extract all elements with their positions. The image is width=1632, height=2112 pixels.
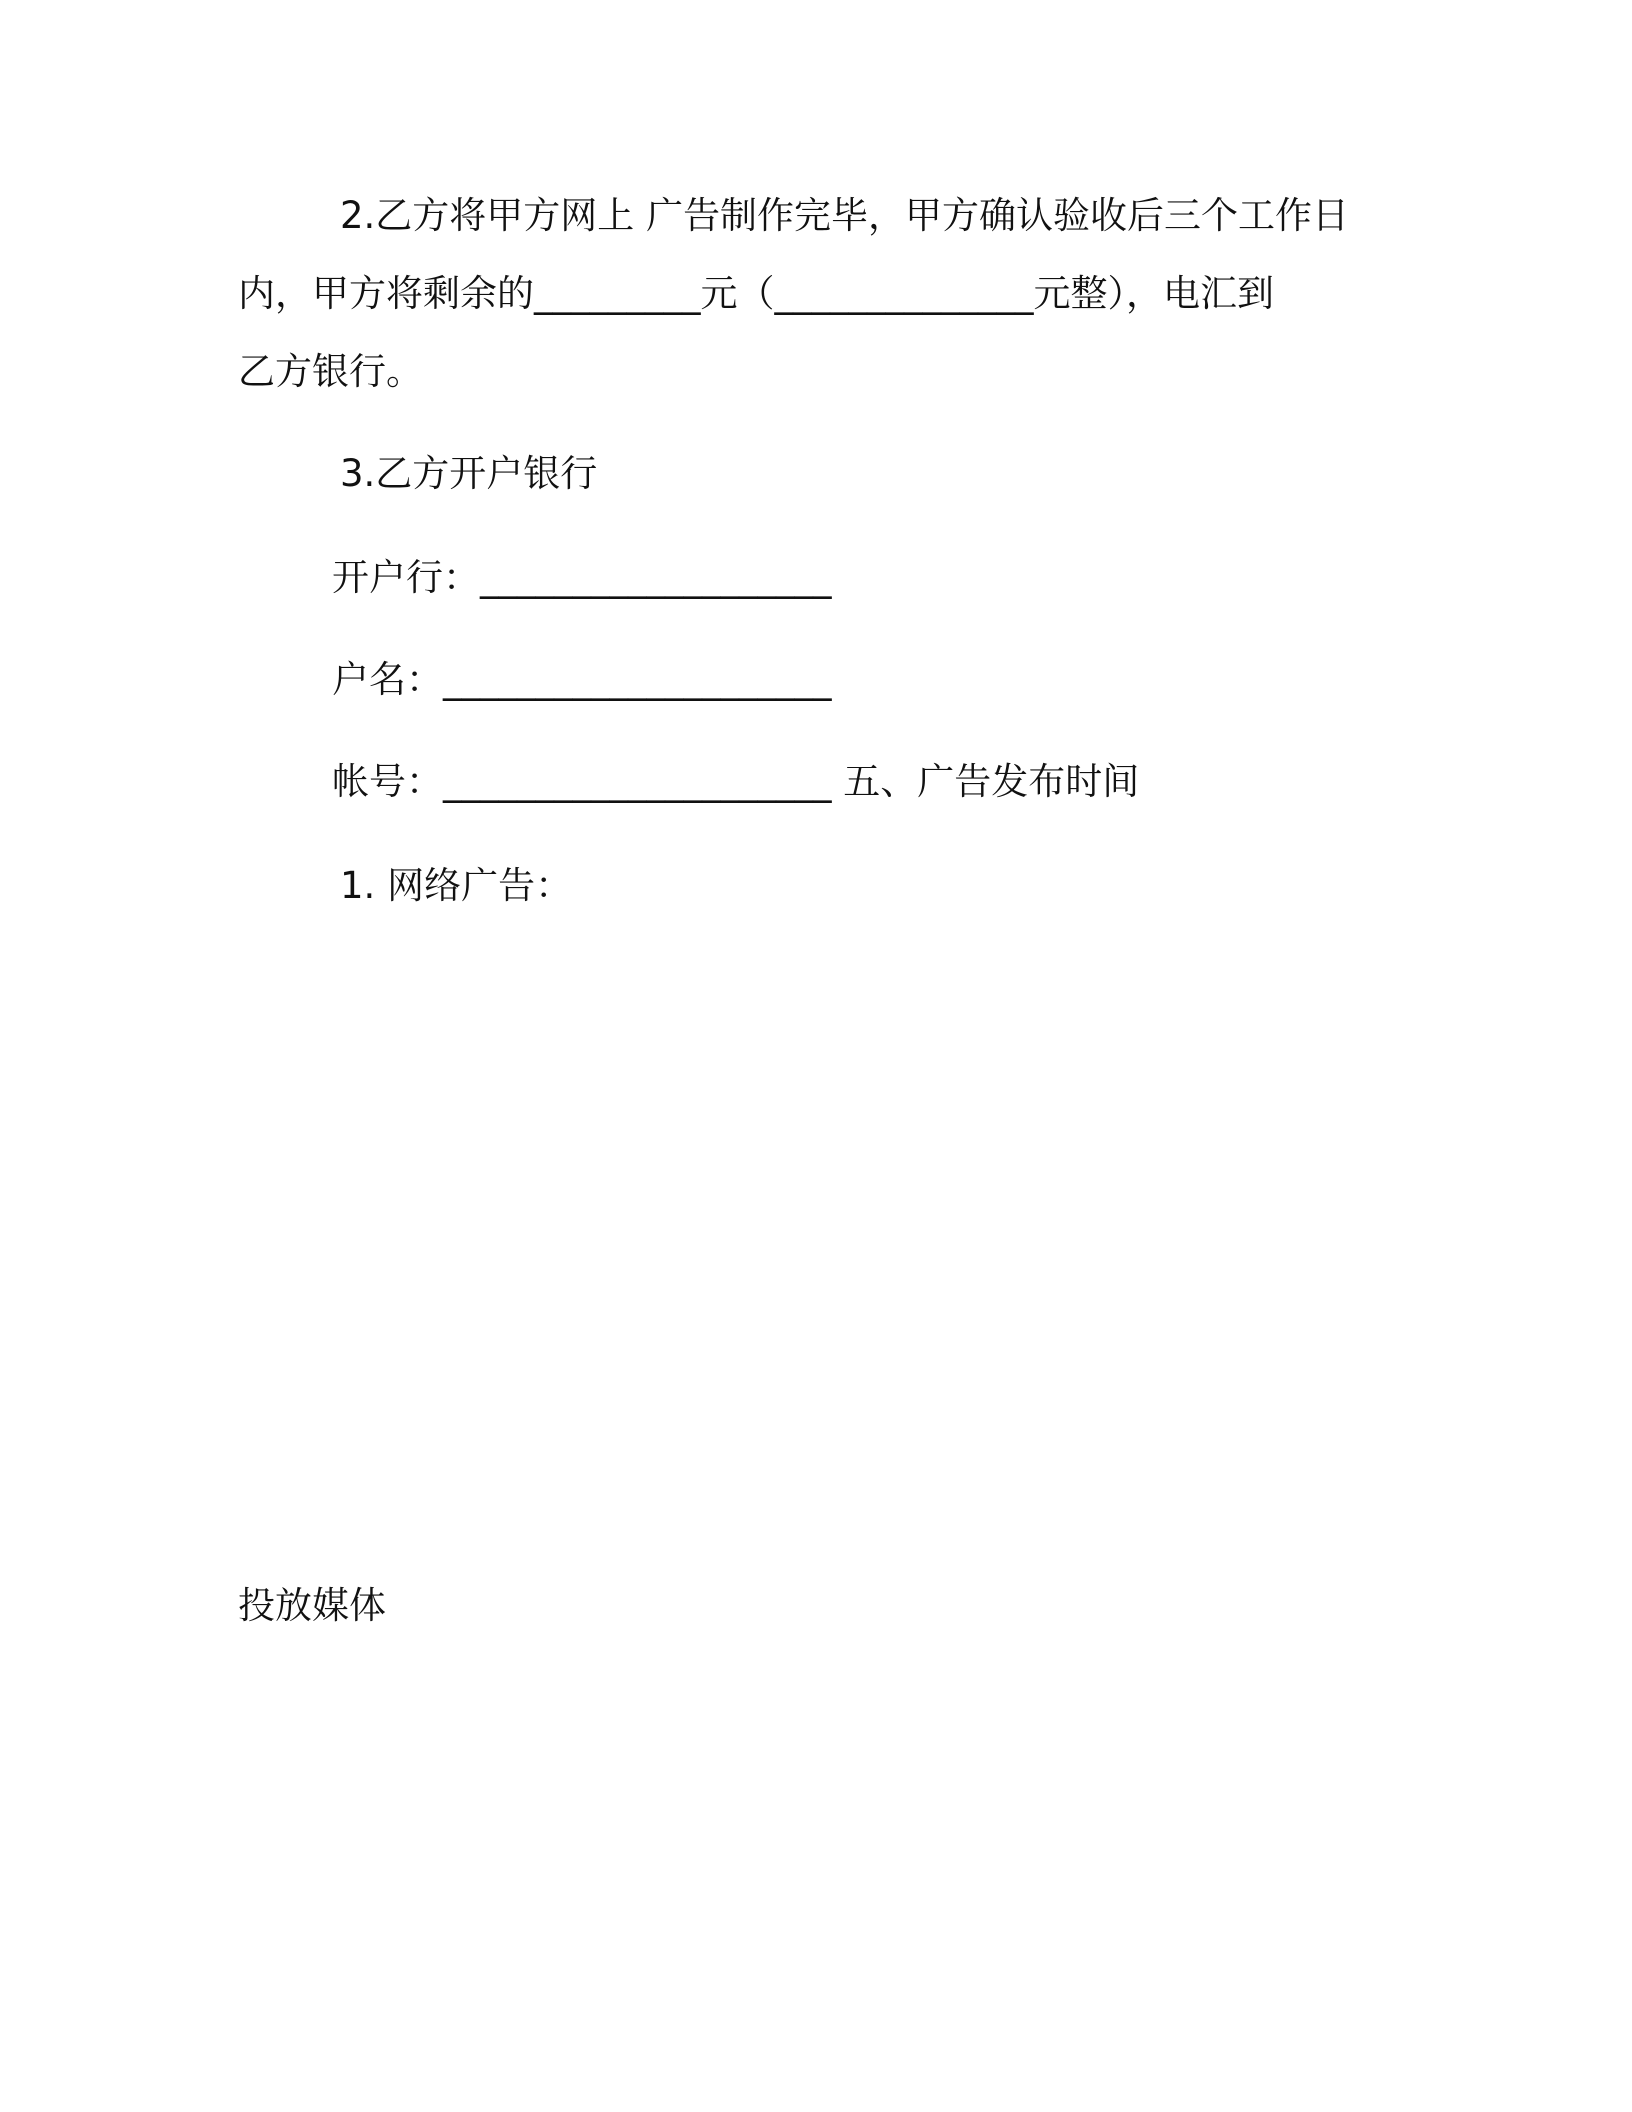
bank-name-line: 开户行：___________________ [332, 556, 832, 599]
payment-paragraph-line-2: 内，甲方将剩余的_________元（______________元整），电汇到 [238, 272, 1274, 315]
payment-paragraph-line-3: 乙方银行。 [238, 350, 423, 393]
bank-section-heading: 3.乙方开户银行 [340, 452, 598, 495]
account-number-line: 帐号：_____________________ 五、广告发布时间 [332, 760, 1140, 803]
media-label: 投放媒体 [238, 1584, 386, 1627]
account-name-line: 户名：_____________________ [332, 658, 832, 701]
payment-paragraph-line-1: 2.乙方将甲方网上 广告制作完毕，甲方确认验收后三个工作日 [340, 194, 1350, 237]
online-ad-heading: 1. 网络广告： [340, 864, 573, 907]
